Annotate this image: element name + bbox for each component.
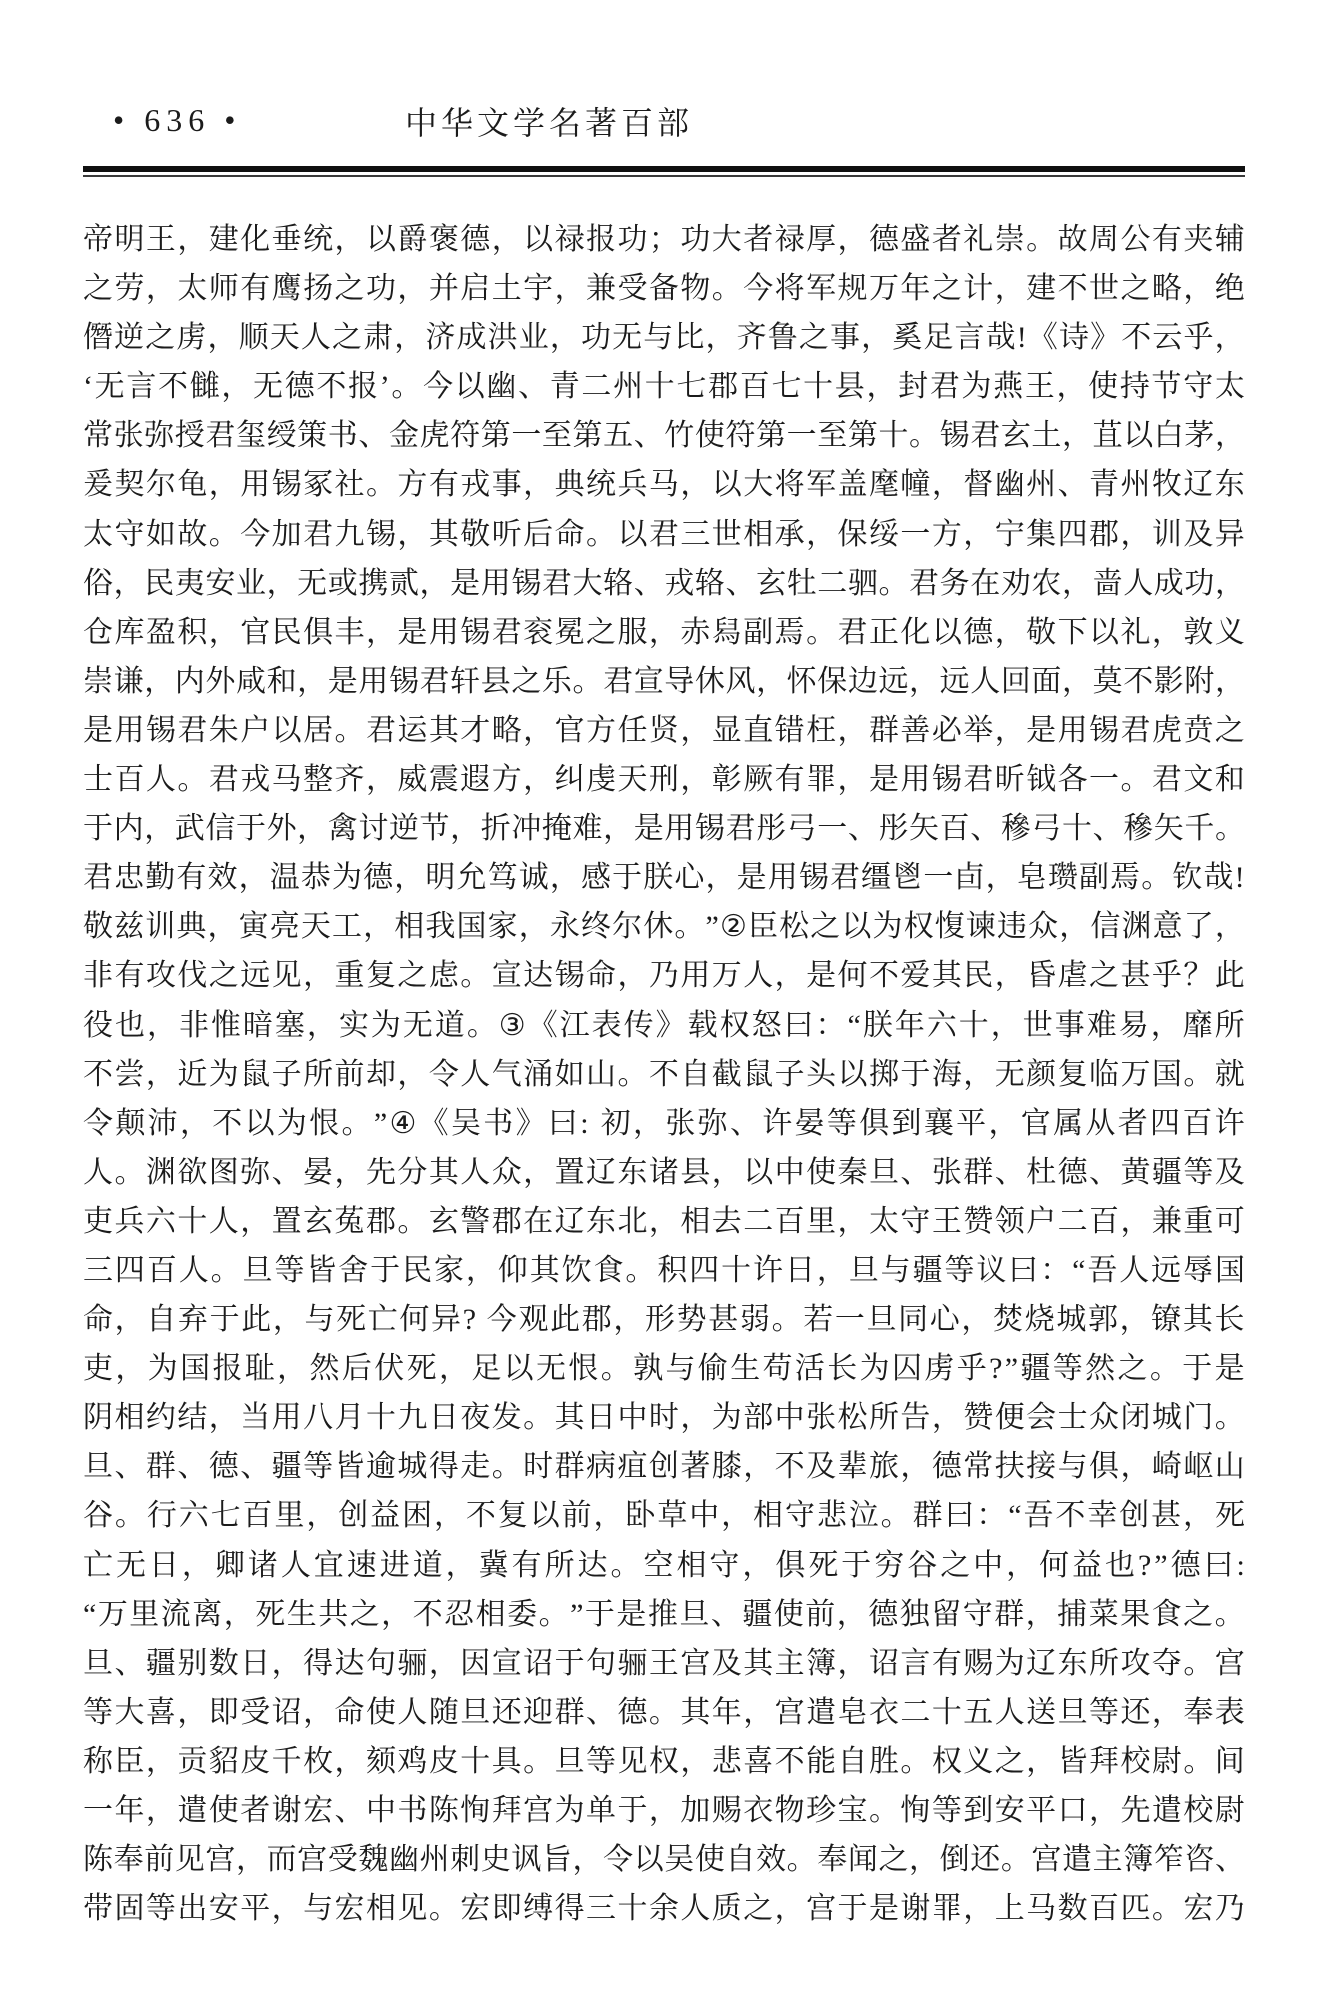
text-line: 吏 兵 六 十 人 ， 置 玄 菟 郡 。 玄 警 郡 在 辽 东 北 ， 相 去 二 百 里 ， 太 守 王 赞 领 户 二 百 ， 兼 重 可 [83,1204,1245,1238]
text-line: 太 守 如 故 。 今 加 君 九 锡 ， 其 敬 听 后 命 。 以 君 三 世 相 承 ， 保 绥 一 方 ， 宁 集 四 郡 ， 训 及 异 [83,517,1245,551]
text-line: 旦 、 群 、 德 、 疆 等 皆 逾 城 得 走 。 时 群 病 疽 创 著 膝 ， 不 及 辈 旅 ， 德 常 扶 接 与 俱 ， 崎 岖 山 [83,1450,1245,1484]
text-line: 令 颠 沛 ， 不 以 为 恨 。 ” ④ 《 吴 书 》 曰 : 初 ， 张 弥 、 许 晏 等 俱 到 襄 平 ， 官 属 从 者 四 百 许 [83,1106,1245,1140]
text-line: ‘ 无 言 不 雠 ， 无 德 不 报 ’ 。 今 以 幽 、 青 二 州 十 七 郡 百 七 十 县 ， 封 君 为 燕 王 ， 使 持 节 守 太 [83,370,1245,404]
text-line: 爰 契 尔 龟 ， 用 锡 冢 社 。 方 有 戎 事 ， 典 统 兵 马 ， 以 大 将 军 盖 麾 幢 ， 督 幽 州 、 青 州 牧 辽 东 [83,468,1245,502]
text-line: 不 尝 ， 近 为 鼠 子 所 前 却 ， 令 人 气 涌 如 山 。 不 自 截 鼠 子 头 以 掷 于 海 ， 无 颜 复 临 万 国 。 就 [83,1057,1245,1091]
divider-thick-line [83,166,1245,172]
text-line: 仓 库 盈 积 ， 官 民 俱 丰 ， 是 用 锡 君 衮 冕 之 服 ， 赤 舄 副 焉 。 君 正 化 以 德 ， 敬 下 以 礼 ， 敦 义 [83,615,1245,649]
text-line: 命 ， 自 弃 于 此 ， 与 死 亡 何 异 ? 今 观 此 郡 ， 形 势 甚 弱 。 若 一 旦 同 心 ， 焚 烧 城 郭 ， 镣 其 长 [83,1303,1245,1337]
text-line: 帝 明 王 ， 建 化 垂 统 ， 以 爵 褒 德 ， 以 禄 报 功 ； 功 大 者 禄 厚 ， 德 盛 者 礼 崇 。 故 周 公 有 夹 辅 [83,223,1245,256]
text-line: 人 。 渊 欲 图 弥 、 晏 ， 先 分 其 人 众 ， 置 辽 东 诸 县 ， 以 中 使 秦 旦 、 张 群 、 杜 德 、 黄 疆 等 及 [83,1155,1245,1189]
text-line: 常 张 弥 授 君 玺 绶 策 书 、 金 虎 符 第 一 至 第 五 、 竹 使 符 第 一 至 第 十 。 锡 君 玄 土 ， 苴 以 白 茅 ， [83,419,1245,453]
text-line: 役 也 ， 非 惟 暗 塞 ， 实 为 无 道 。 ③ 《 江 表 传 》 载 权 怒 曰 ： “ 朕 年 六 十 ， 世 事 难 易 ， 靡 所 [83,1008,1245,1042]
text-line: 三 四 百 人 。 旦 等 皆 舍 于 民 家 ， 仰 其 饮 食 。 积 四 十 许 日 ， 旦 与 疆 等 议 曰 ： “ 吾 人 远 辱 国 [83,1253,1245,1287]
text-line: 带 固 等 出 安 平 ， 与 宏 相 见 。 宏 即 缚 得 三 十 余 人 质 之 ， 宫 于 是 谢 罪 ， 上 马 数 百 匹 。 宏 乃 [83,1892,1245,1926]
text-line: 一 年 ， 遣 使 者 谢 宏 、 中 书 陈 恂 拜 宫 为 单 于 ， 加 赐 衣 物 珍 宝 。 恂 等 到 安 平 口 ， 先 遣 校 尉 [83,1794,1245,1827]
text-line: 陈 奉 前 见 宫 ， 而 宫 受 魏 幽 州 刺 史 讽 旨 ， 令 以 吴 使 自 效 。 奉 闻 之 ， 倒 还 。 宫 遣 主 簿 笮 咨 、 [83,1843,1245,1877]
text-line: 亡 无 日 ， 卿 诸 人 宜 速 进 道 ， 冀 有 所 达 。 空 相 守 ， 俱 死 于 穷 谷 之 中 ， 何 益 也 ? ” 德 曰 : [83,1548,1245,1582]
text-line: 君 忠 勤 有 效 ， 温 恭 为 德 ， 明 允 笃 诚 ， 感 于 朕 心 ， 是 用 锡 君 缰 鬯 一 卣 ， 皂 瓒 副 焉 。 钦 哉 ! [83,861,1245,895]
divider-thin-line [83,175,1245,177]
text-line: 谷 。 行 六 七 百 里 ， 创 益 困 ， 不 复 以 前 ， 卧 草 中 ， 相 守 悲 泣 。 群 曰 ： “ 吾 不 幸 创 甚 ， 死 [83,1499,1245,1533]
text-line: 崇 谦 ， 内 外 咸 和 ， 是 用 锡 君 轩 县 之 乐 。 君 宣 导 休 风 ， 怀 保 边 远 ， 远 人 回 面 ， 莫 不 影 附 ， [83,664,1245,698]
text-line: 等 大 喜 ， 即 受 诏 ， 命 使 人 随 旦 还 迎 群 、 德 。 其 年 ， 宫 遣 皂 衣 二 十 五 人 送 旦 等 还 ， 奉 表 [83,1695,1245,1729]
page-number: • 636 • [113,102,242,138]
text-line: 于 内 ， 武 信 于 外 ， 禽 讨 逆 节 ， 折 冲 掩 难 ， 是 用 锡 君 彤 弓 一 、 彤 矢 百 、 穇 弓 十 、 穇 矢 千 。 [83,812,1245,846]
page-header [83,96,1245,148]
text-line: 吏 ， 为 国 报 耻 ， 然 后 伏 死 ， 足 以 无 恨 。 孰 与 偷 生 苟 活 长 为 囚 虏 乎 ? ” 疆 等 然 之 。 于 是 [83,1352,1245,1386]
text-line: 旦 、 疆 别 数 日 ， 得 达 句 骊 ， 因 宣 诏 于 句 骊 王 宫 及 其 主 簿 ， 诏 言 有 赐 为 辽 东 所 攻 夺 。 宫 [83,1646,1245,1680]
text-line: 是 用 锡 君 朱 户 以 居 。 君 运 其 才 略 ， 官 方 任 贤 ， 显 直 错 枉 ， 群 善 必 举 ， 是 用 锡 君 虎 贲 之 [83,713,1245,747]
text-line: 士 百 人 。 君 戎 马 整 齐 ， 威 震 遐 方 ， 纠 虔 天 刑 ， 彰 厥 有 罪 ， 是 用 锡 君 昕 钺 各 一 。 君 文 和 [83,763,1245,797]
page-body [83,221,1245,1939]
text-line: 敬 兹 训 典 ， 寅 亮 天 工 ， 相 我 国 家 ， 永 终 尔 休 。 ” ② 臣 松 之 以 为 权 愎 谏 违 众 ， 信 渊 意 了 ， [83,910,1245,944]
text-line: 俗 ， 民 夷 安 业 ， 无 或 携 贰 ， 是 用 锡 君 大 辂 、 戎 辂 、 玄 牡 二 驷 。 君 务 在 劝 农 ， 啬 人 成 功 ， [83,566,1245,600]
header-divider [83,166,1245,177]
text-line: 阴 相 约 结 ， 当 用 八 月 十 九 日 夜 发 。 其 日 中 时 ， 为 部 中 张 松 所 告 ， 赞 便 会 士 众 闭 城 门 。 [83,1401,1245,1435]
text-line: 僭 逆 之 虏 ， 顺 天 人 之 肃 ， 济 成 洪 业 ， 功 无 与 比 ， 齐 鲁 之 事 ， 奚 足 言 哉 ! 《 诗 》 不 云 乎 ， [83,321,1245,355]
text-line: 称 臣 ， 贡 貂 皮 千 枚 ， 颏 鸡 皮 十 具 。 旦 等 见 权 ， 悲 喜 不 能 自 胜 。 权 义 之 ， 皆 拜 校 尉 。 间 [83,1744,1245,1778]
text-line: 非 有 攻 伐 之 远 见 ， 重 复 之 虑 。 宣 达 锡 命 ， 乃 用 万 人 ， 是 何 不 爱 其 民 ， 昏 虐 之 甚 乎 ？ 此 [83,959,1245,993]
text-line: “ 万 里 流 离 ， 死 生 共 之 ， 不 忍 相 委 。 ” 于 是 推 旦 、 疆 使 前 ， 德 独 留 守 群 ， 捕 菜 果 食 之 。 [83,1597,1245,1631]
text-line: 之 劳 ， 太 师 有 鹰 扬 之 功 ， 并 启 土 宇 ， 兼 受 备 物 。 今 将 军 规 万 年 之 计 ， 建 不 世 之 略 ， 绝 [83,272,1245,306]
book-series-title: 中华文学名著百部 [405,105,694,141]
